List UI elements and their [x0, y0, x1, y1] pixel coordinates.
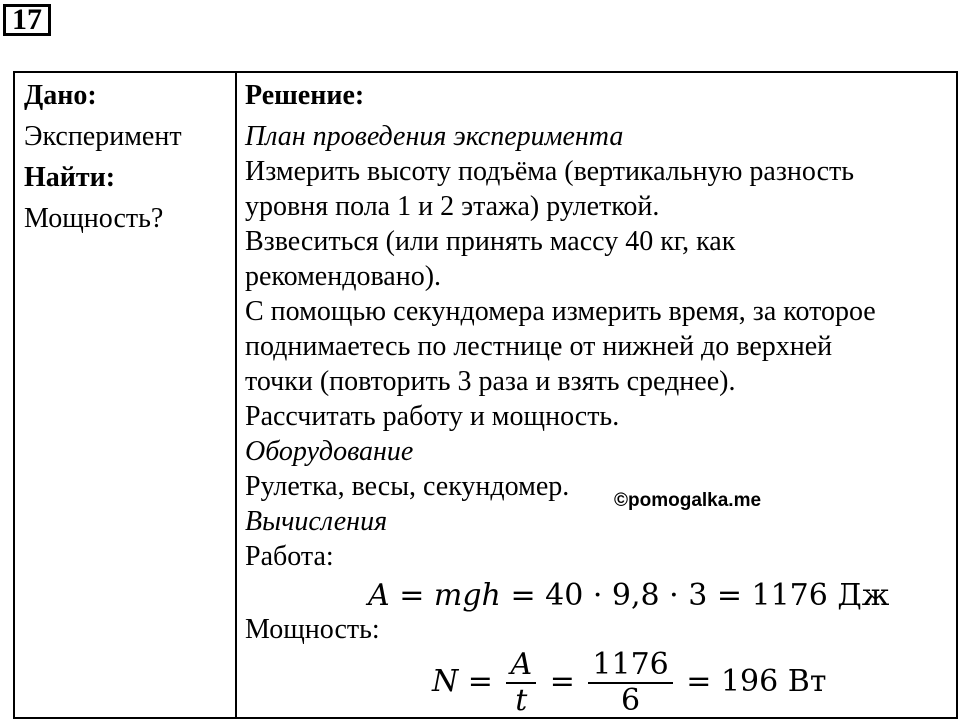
power-formula-eq2: =	[549, 664, 575, 699]
power-formula	[432, 648, 826, 718]
power-formula-result: = 196 Вт	[686, 664, 827, 699]
work-label: Работа:	[245, 541, 334, 572]
work-formula-expr: mgh	[433, 578, 501, 613]
plan-heading: План проведения эксперимента	[245, 121, 624, 152]
plan-line: поднимаетесь по лестнице от нижней до верхней	[245, 331, 833, 362]
equipment-heading: Оборудование	[245, 436, 414, 467]
solution-label: Решение:	[245, 80, 365, 111]
equipment-text: Рулетка, весы, секундомер.	[245, 471, 570, 502]
plan-line: рекомендовано).	[245, 261, 442, 292]
given-value: Эксперимент	[24, 121, 182, 152]
plan-line: С помощью секундомера измерить время, за которое	[245, 296, 876, 327]
find-label: Найти:	[24, 162, 116, 193]
given-label: Дано:	[24, 80, 97, 111]
work-formula-eq: =	[399, 578, 425, 613]
table-column-divider	[235, 71, 237, 719]
fraction-numerator: 1176	[588, 648, 672, 684]
plan-line: Измерить высоту подъёма (вертикальную разность	[245, 156, 855, 187]
find-value: Мощность?	[24, 203, 164, 234]
fraction-denominator: t	[515, 683, 528, 718]
power-formula-lhs: N	[432, 664, 459, 699]
work-formula-lhs: A	[368, 578, 390, 613]
plan-line: уровня пола 1 и 2 этажа) рулеткой.	[245, 191, 660, 222]
plan-line: Рассчитать работу и мощность.	[245, 401, 620, 432]
fraction-numerator: A	[506, 648, 536, 684]
task-number-badge: 17	[3, 4, 51, 36]
fraction-numeric	[588, 648, 672, 718]
fraction-a-over-t	[506, 648, 536, 718]
plan-line: точки (повторить 3 раза и взять среднее).	[245, 366, 736, 397]
plan-line: Взвеситься (или принять массу 40 кг, как	[245, 226, 736, 257]
work-formula	[368, 578, 889, 613]
fraction-denominator: 6	[621, 683, 641, 718]
power-label: Мощность:	[245, 614, 380, 645]
power-formula-eq: =	[467, 664, 493, 699]
calc-heading: Вычисления	[245, 506, 388, 537]
work-formula-result: = 40 · 9,8 · 3 = 1176 Дж	[510, 578, 890, 613]
solution-column	[245, 78, 951, 647]
watermark: ©pomogalka.me	[614, 490, 762, 511]
given-column	[24, 78, 229, 236]
